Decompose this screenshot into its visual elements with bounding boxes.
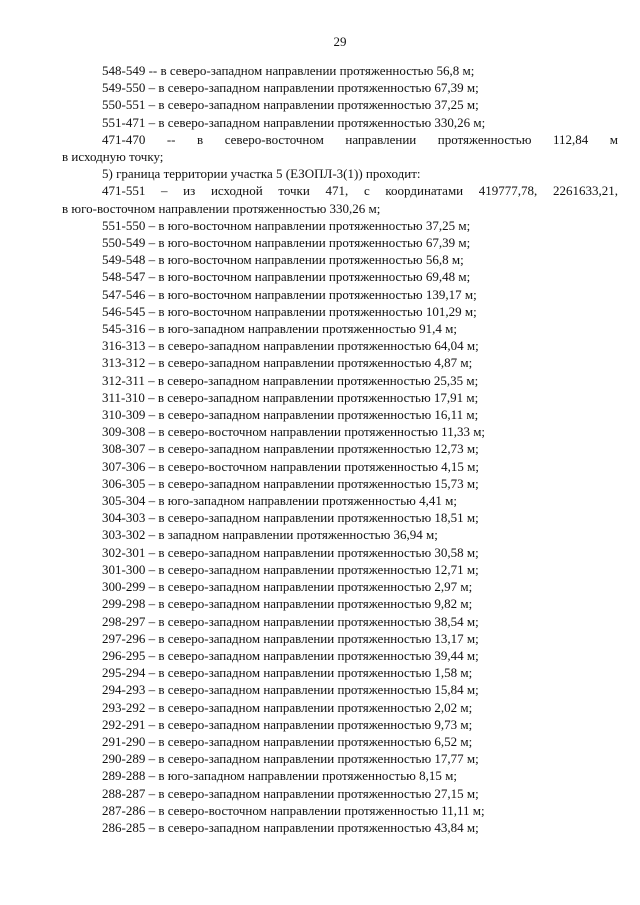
boundary-segment-line: 289-288 – в юго-западном направлении протяженностью 8,15 м; [102, 768, 457, 784]
boundary-segment-line: 311-310 – в северо-западном направлении протяженностью 17,91 м; [102, 389, 479, 405]
document-body [62, 62, 618, 836]
boundary-segment-line: 471-470 -- в северо-восточном направлении протяженностью 112,84 м [102, 131, 618, 147]
boundary-segment-line: 546-545 – в юго-восточном направлении протяженностью 101,29 м; [102, 303, 477, 319]
boundary-segment-line: 309-308 – в северо-восточном направлении протяженностью 11,33 м; [102, 424, 486, 440]
boundary-segment-line: 288-287 – в северо-западном направлении протяженностью 27,15 м; [102, 785, 479, 801]
section-heading: 5) граница территории участка 5 (ЕЗОПЛ-3(1)) проходит: [102, 166, 421, 182]
boundary-segment-line: 305-304 – в юго-западном направлении протяженностью 4,41 м; [102, 493, 457, 509]
boundary-segment-continuation: в юго-восточном направлении протяженностью 330,26 м; [62, 200, 381, 216]
boundary-segment-continuation: в исходную точку; [62, 149, 164, 165]
boundary-segment-line: 290-289 – в северо-западном направлении протяженностью 17,77 м; [102, 751, 479, 767]
boundary-segment-line: 548-549 -- в северо-западном направлении протяженностью 56,8 м; [102, 63, 475, 78]
boundary-segment-line: 302-301 – в северо-западном направлении протяженностью 30,58 м; [102, 544, 479, 560]
boundary-segment-line: 549-550 – в северо-западном направлении протяженностью 67,39 м; [102, 80, 479, 96]
boundary-segment-line: 312-311 – в северо-западном направлении протяженностью 25,35 м; [102, 372, 479, 388]
boundary-segment-line: 303-302 – в западном направлении протяженностью 36,94 м; [102, 527, 438, 543]
boundary-segment-line: 316-313 – в северо-западном направлении протяженностью 64,04 м; [102, 338, 479, 354]
boundary-segment-line: 471-551 – из исходной точки 471, с координатами 419777,78, 2261633,21, [102, 183, 618, 199]
boundary-segment-line: 301-300 – в северо-западном направлении протяженностью 12,71 м; [102, 561, 479, 577]
boundary-segment-line: 308-307 – в северо-западном направлении протяженностью 12,73 м; [102, 441, 479, 457]
boundary-segment-line: 296-295 – в северо-западном направлении протяженностью 39,44 м; [102, 647, 479, 663]
boundary-segment-line: 307-306 – в северо-восточном направлении протяженностью 4,15 м; [102, 458, 480, 474]
boundary-segment-line: 550-549 – в юго-восточном направлении протяженностью 67,39 м; [102, 235, 471, 251]
boundary-segment-line: 310-309 – в северо-западном направлении протяженностью 16,11 м; [102, 407, 479, 423]
boundary-segment-line: 547-546 – в юго-восточном направлении протяженностью 139,17 м; [102, 286, 477, 302]
boundary-segment-line: 550-551 – в северо-западном направлении протяженностью 37,25 м; [102, 97, 479, 113]
boundary-segment-line: 306-305 – в северо-западном направлении протяженностью 15,73 м; [102, 475, 479, 491]
boundary-segment-line: 286-285 – в северо-западном направлении протяженностью 43,84 м; [102, 819, 479, 835]
boundary-segment-line: 294-293 – в северо-западном направлении протяженностью 15,84 м; [102, 682, 479, 698]
boundary-segment-line: 545-316 – в юго-западном направлении протяженностью 91,4 м; [102, 321, 457, 337]
boundary-segment-line: 548-547 – в юго-восточном направлении протяженностью 69,48 м; [102, 269, 471, 285]
boundary-segment-line: 297-296 – в северо-западном направлении протяженностью 13,17 м; [102, 630, 479, 646]
boundary-segment-line: 304-303 – в северо-западном направлении протяженностью 18,51 м; [102, 510, 479, 526]
boundary-segment-line: 299-298 – в северо-западном направлении протяженностью 9,82 м; [102, 596, 473, 612]
boundary-segment-line: 549-548 – в юго-восточном направлении протяженностью 56,8 м; [102, 252, 464, 268]
boundary-segment-line: 313-312 – в северо-западном направлении протяженностью 4,87 м; [102, 355, 473, 371]
boundary-segment-line: 295-294 – в северо-западном направлении протяженностью 1,58 м; [102, 665, 473, 681]
boundary-segment-line: 551-471 – в северо-западном направлении протяженностью 330,26 м; [102, 114, 486, 130]
boundary-segment-line: 298-297 – в северо-западном направлении протяженностью 38,54 м; [102, 613, 479, 629]
boundary-segment-line: 287-286 – в северо-восточном направлении протяженностью 11,11 м; [102, 802, 485, 818]
boundary-segment-line: 551-550 – в юго-восточном направлении протяженностью 37,25 м; [102, 217, 471, 233]
page-number: 29 [333, 34, 347, 49]
boundary-segment-line: 300-299 – в северо-западном направлении протяженностью 2,97 м; [102, 579, 473, 595]
boundary-segment-line: 292-291 – в северо-западном направлении протяженностью 9,73 м; [102, 716, 473, 732]
boundary-segment-line: 293-292 – в северо-западном направлении протяженностью 2,02 м; [102, 699, 473, 715]
boundary-segment-line: 291-290 – в северо-западном направлении протяженностью 6,52 м; [102, 733, 473, 749]
